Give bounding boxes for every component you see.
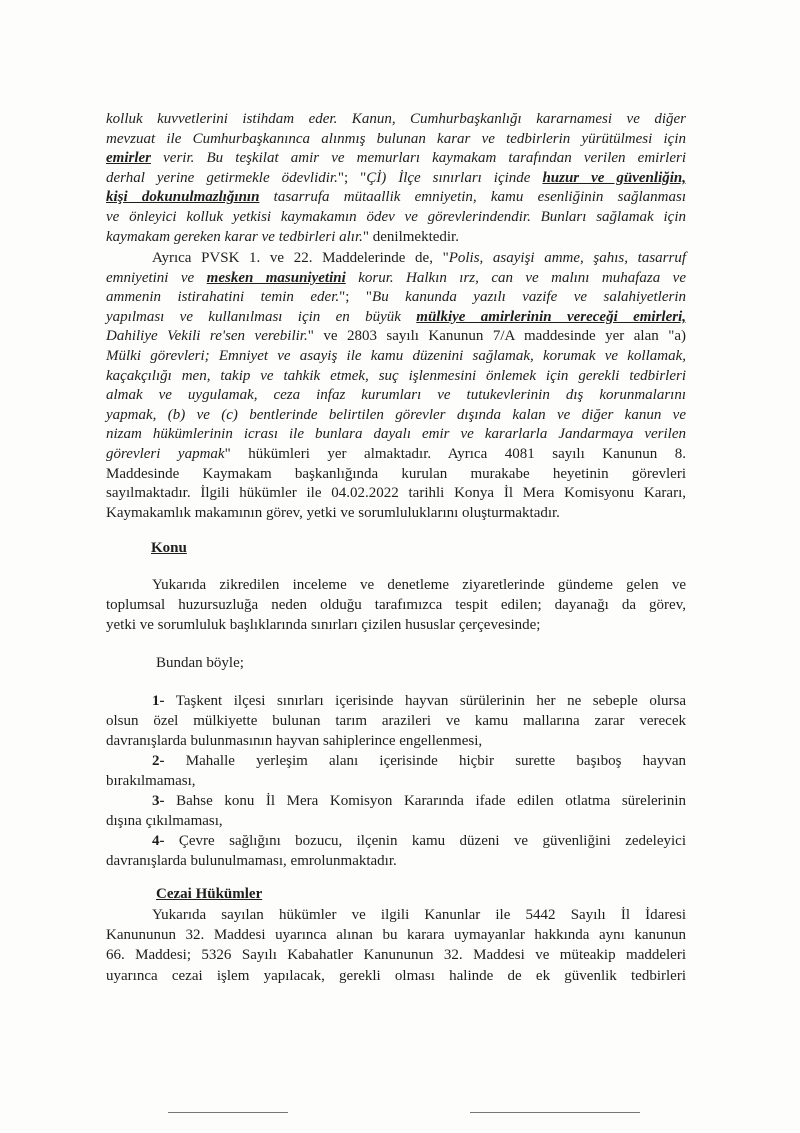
cezai-paragraph-line xyxy=(152,906,686,924)
text-run: uyarınca cezai işlem yapılacak, gerekli olması halinde de ek güvenlik tedbirleri xyxy=(106,967,686,984)
paragraph-2-line xyxy=(106,386,686,404)
text-run: görevleri yapmak xyxy=(106,446,225,462)
paragraph-2-line xyxy=(106,288,686,306)
text-run: ammenin istirahatini temin eder. xyxy=(106,289,340,306)
text-run: korur. Halkın ırz, can ve malını muhafaza ve xyxy=(345,269,686,286)
text-run: emniyetini ve xyxy=(106,269,207,286)
text-run: nizam hükümlerinin icrası ile bunlara dayalı emir ve kararlarla Jandarmaya verilen xyxy=(106,426,686,443)
text-run: 2- xyxy=(152,753,165,769)
emphasized-term: huzur ve güvenliğin, xyxy=(542,169,686,186)
paragraph-2-line xyxy=(106,504,686,522)
text-run: Ayrıca PVSK 1. ve 22. Maddelerinde de, " xyxy=(152,250,449,266)
paragraph-2-line xyxy=(106,465,686,483)
cezai-paragraph-line xyxy=(106,926,686,944)
text-run: dışına çıkılmaması, xyxy=(106,813,223,829)
paragraph-2-line xyxy=(106,367,686,385)
cezai-paragraph-line xyxy=(106,946,686,964)
list-item-line xyxy=(106,712,686,730)
text-run: Kanununun 32. Maddesi uyarınca alınan bu karara uymayanlar hakkında aynı kanunun xyxy=(106,927,686,944)
text-run: Bu kanunda yazılı vazife ve salahiyetlerin xyxy=(372,289,686,306)
text-run: " hükümleri yer almaktadır. Ayrıca 4081 sayılı Kanunun 8. xyxy=(224,446,686,462)
text-run: verir. Bu teşkilat amir ve memurları kaymakam tarafından verilen emirleri xyxy=(151,150,686,167)
footer-rule-left xyxy=(168,1112,288,1113)
text-run: Polis, asayişi amme, şahıs, tasarruf xyxy=(448,250,686,266)
emphasized-term: mülkiye amirlerinin vereceği emirleri, xyxy=(416,308,686,325)
konu-paragraph-line xyxy=(106,596,686,614)
text-run: bırakılmaması, xyxy=(106,773,196,789)
text-run: Yukarıda sayılan hükümler ve ilgili Kanunlar ile 5442 Sayılı İl İdaresi xyxy=(152,907,686,923)
paragraph-2-line xyxy=(152,249,686,267)
paragraph-1-line xyxy=(106,169,686,187)
text-run: derhal yerine getirmekle ödevlidir. xyxy=(106,169,338,186)
text-run: almak ve uygulamak, ceza infaz kurumları ve tutukevlerinin dış korunmalarını xyxy=(106,387,686,404)
paragraph-2-line xyxy=(106,347,686,365)
text-run: Dahiliye Vekili re'sen verebilir. xyxy=(106,328,308,345)
text-run: davranışlarda bulunulmaması, emrolunmaktadır. xyxy=(106,853,397,869)
text-run: Taşkent ilçesi sınırları içerisinde hayvan sürülerinin her ne sebeple olursa xyxy=(164,693,686,709)
list-item-line xyxy=(106,732,686,750)
paragraph-1-line xyxy=(106,208,686,226)
text-run: toplumsal huzursuzluğa neden olduğu tarafımızca tespit edilen; dayanağı da görev, xyxy=(106,597,686,614)
text-run: "; " xyxy=(339,289,373,306)
konu-heading: Konu xyxy=(151,540,187,556)
emphasized-term: emirler xyxy=(106,150,151,167)
text-run: tasarrufa mütaallik emniyetin, kamu esenliğinin sağlanması xyxy=(259,189,686,206)
text-run: Yukarıda zikredilen inceleme ve denetleme ziyaretlerinde gündeme gelen ve xyxy=(152,577,686,593)
text-run: kaymakam gereken karar ve tedbirleri alır. xyxy=(106,228,363,245)
paragraph-1-line xyxy=(106,110,686,128)
text-run: Kaymakamlık makamının görev, yetki ve sorumluluklarını oluşturmaktadır. xyxy=(106,504,560,521)
text-run: sayılmaktadır. İlgili hükümler ile 04.02.2022 tarihli Konya İl Mera Komisyonu Kararı, xyxy=(106,485,686,502)
paragraph-2-line xyxy=(106,425,686,443)
text-run: olsun özel mülkiyette bulunan tarım arazileri ve kamu mallarına zarar verecek xyxy=(106,713,686,729)
list-item-line xyxy=(152,692,686,710)
text-run: Mahalle yerleşim alanı içerisinde hiçbir surette başıboş hayvan xyxy=(164,753,686,769)
text-run: 3- xyxy=(152,793,165,809)
paragraph-2-line xyxy=(106,445,686,463)
list-item-line xyxy=(152,792,686,810)
text-run: ve önleyici kolluk yetkisi kaymakamın ödev ve görevlerindendir. Bunları sağlamak için xyxy=(106,209,686,225)
text-run: yapmak, (b) ve (c) bentlerinde belirtilen görevler dışında kalan ve diğer kanun ve xyxy=(106,406,686,423)
footer-rule-right xyxy=(470,1112,640,1113)
list-item-line xyxy=(152,832,686,850)
bundan-boyle-line: Bundan böyle; xyxy=(156,655,244,671)
konu-paragraph-line xyxy=(152,576,686,594)
text-run: Bahse konu İl Mera Komisyon Kararında ifade edilen otlatma sürelerinin xyxy=(164,793,686,809)
text-run: kolluk kuvvetlerini istihdam eder. Kanun, Cumhurbaşkanlığı kararnamesi ve diğer xyxy=(106,111,686,127)
paragraph-2-line xyxy=(106,269,686,287)
paragraph-1-line xyxy=(106,130,686,148)
text-run: yetki ve sorumluluk başlıklarında sınırları çizilen hususlar çerçevesinde; xyxy=(106,617,541,634)
list-item-line xyxy=(106,812,686,830)
paragraph-2-line xyxy=(106,327,686,345)
text-run: Çevre sağlığını bozucu, ilçenin kamu düzeni ve güvenliğini zedeleyici xyxy=(164,833,686,849)
text-run: "; " xyxy=(337,169,367,186)
text-run: 1- xyxy=(152,693,165,709)
text-run: " ve 2803 sayılı Kanunun 7/A maddesinde yer alan "a) xyxy=(307,328,686,345)
emphasized-term: mesken masuniyetini xyxy=(206,269,346,286)
paragraph-1-line xyxy=(106,188,686,206)
text-run: kaçakçılığı men, takip ve tahkik etmek, suç işlenmesini önlemek için gerekli tedbirleri xyxy=(106,367,686,384)
text-run: " denilmektedir. xyxy=(362,228,459,245)
cezai-paragraph-line xyxy=(106,967,686,985)
list-item-line xyxy=(152,752,686,770)
text-run: yapılması ve kullanılması için en büyük xyxy=(106,308,417,325)
paragraph-1-line xyxy=(106,228,686,246)
konu-paragraph-line xyxy=(106,616,686,634)
list-item-line xyxy=(106,772,686,790)
paragraph-1-line xyxy=(106,149,686,167)
text-run: Çİ) İlçe sınırları içinde xyxy=(366,169,543,186)
text-run: Mülki görevleri; Emniyet ve asayiş ile kamu düzenini sağlamak, korumak ve kollamak, xyxy=(106,348,686,364)
text-run: Maddesinde Kaymakam başkanlığında kurulan murakabe heyetinin görevleri xyxy=(106,465,686,482)
paragraph-2-line xyxy=(106,308,686,326)
text-run: davranışlarda bulunmasının hayvan sahiplerince engellenmesi, xyxy=(106,733,483,749)
cezai-hukumler-heading: Cezai Hükümler xyxy=(156,886,263,902)
list-item-line xyxy=(106,852,686,870)
emphasized-term: kişi dokunulmazlığının xyxy=(106,189,260,206)
paragraph-2-line xyxy=(106,484,686,502)
text-run: mevzuat ile Cumhurbaşkanınca alınmış bulunan karar ve tedbirlerin yürütülmesi için xyxy=(106,130,686,147)
text-run: 66. Maddesi; 5326 Sayılı Kabahatler Kanununun 32. Maddesi ve müteakip maddeleri xyxy=(106,947,686,964)
text-run: 4- xyxy=(152,833,165,849)
paragraph-2-line xyxy=(106,406,686,424)
